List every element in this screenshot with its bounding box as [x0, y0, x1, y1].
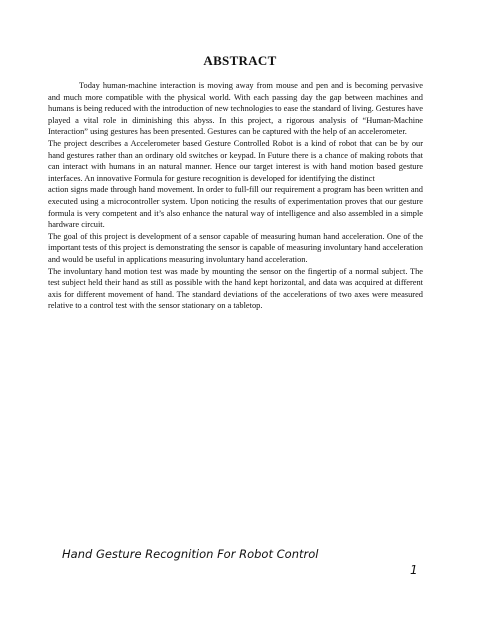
- paragraph-5: The involuntary hand motion test was made by mounting the sensor on the fingertip of a normal subject. The test subject held their hand as still as possible with the hand kept horizontal, and data was acquired at different axis for different movement of hand. The standard deviations of the accelerations of two axes were measured relative to a control test with the sensor stationary on a tabletop.: [48, 266, 423, 311]
- footer-title: Hand Gesture Recognition For Robot Control: [62, 547, 319, 561]
- paragraph-2: The project describes a Accelerometer based Gesture Controlled Robot is a kind of robot that can be by our hand gestures rather than an ordinary old switches or keypad. In Future there is a chance of making robots that can interact with humans in an natural manner. Hence our target interest is with hand motion based gesture interfaces. An innovative Formula for gesture recognition is developed for identifying the distinct: [48, 138, 423, 183]
- page-title: ABSTRACT: [203, 53, 277, 68]
- paragraph-4: The goal of this project is development of a sensor capable of measuring human hand acceleration. One of the important tests of this project is demonstrating the sensor is capable of measuring involuntary hand acceleration and would be useful in applications measuring involuntary hand acceleration.: [48, 231, 423, 264]
- paragraph-3: action signs made through hand movement. In order to full-fill our requirement a program has been written and executed using a microcontroller system. Upon noticing the results of experimentation proves that our gesture formula is very competent and it’s also enhance the natural way of intelligence and also assembled in a simple hardware circuit.: [48, 185, 423, 230]
- page-number: 1: [410, 563, 418, 577]
- paragraph-1: Today human-machine interaction is moving away from mouse and pen and is becoming pervasive and much more compatible with the physical world. With each passing day the gap between machines and humans is being reduced with the introduction of new technologies to ease the standard of living. Gestures have played a vital role in diminishing this abyss. In this project, a rigorous analysis of “Human-Machine Interaction” using gestures has been presented. Gestures can be captured with the help of an accelerometer.: [48, 81, 423, 137]
- abstract-body: [48, 80, 423, 312]
